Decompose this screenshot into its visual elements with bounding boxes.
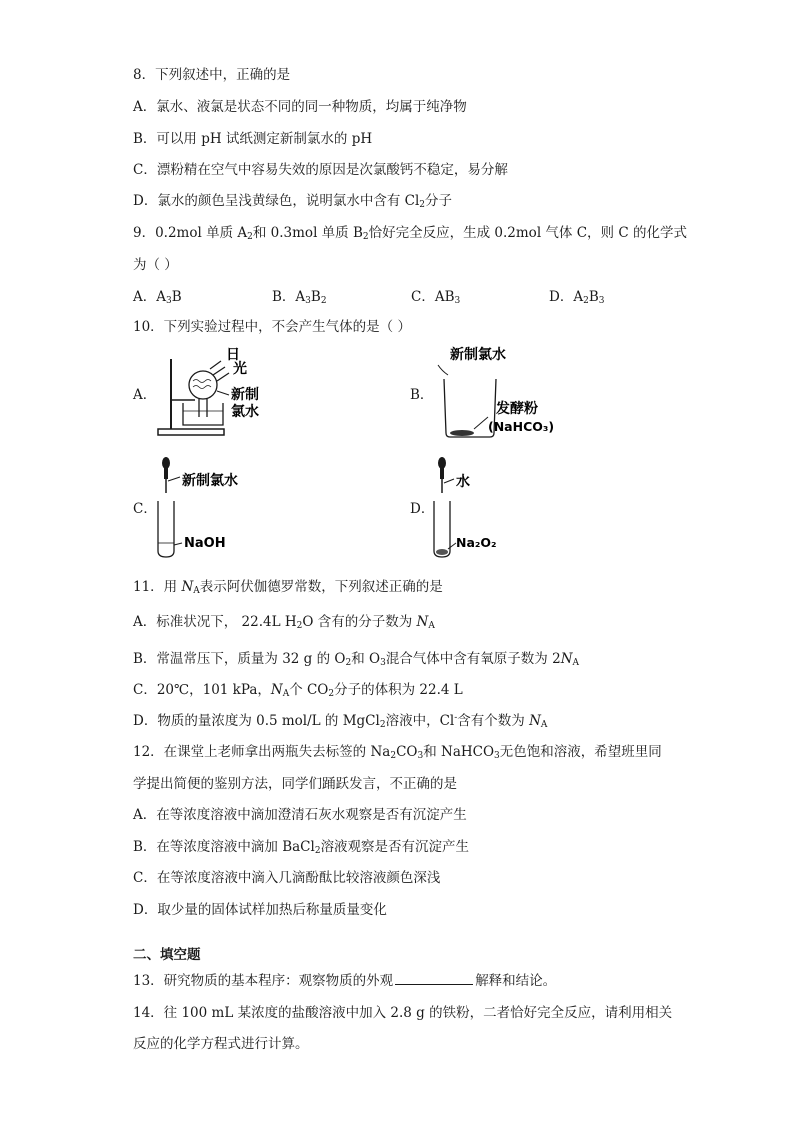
q10-label-c: C． [133, 501, 157, 517]
q9-stem-line2: 为（ ） [133, 257, 178, 273]
q11-option-d: D．物质的量浓度为 0.5 mol/L 的 MgCl$_2$溶液中，Cl-含有个数为 $N_A$ [133, 713, 548, 730]
fig-c-bottom-label: NaOH [184, 536, 226, 551]
fig-b-top-label: 新制氯水 [450, 347, 506, 363]
q11-stem: 11．用 $N_A$表示阿伏伽德罗常数，下列叙述正确的是 [133, 579, 443, 596]
q9-option-c: C．$AB_3$ [411, 289, 461, 306]
q10-stem: 10．下列实验过程中，不会产生气体的是（ ） [133, 319, 411, 335]
q12-option-b: B．在等浓度溶液中滴加 BaCl$_2$溶液观察是否有沉淀产生 [133, 839, 470, 856]
figure-b-beaker-baking-powder [430, 343, 565, 443]
fig-b-formula-label: (NaHCO₃) [488, 419, 555, 434]
fig-a-liquid-label-2: 氯水 [231, 404, 259, 420]
q13-text: 13．研究物质的基本程序：观察物质的外观 解释和结论。 [133, 973, 557, 989]
q10-label-a: A． [133, 387, 157, 403]
fig-a-sun-label-2: 光 [233, 361, 247, 377]
figure-d-dropper-na2o2 [430, 455, 530, 560]
fig-c-top-label: 新制氯水 [182, 473, 238, 489]
q8-option-a: A．氯水、液氯是状态不同的同一种物质，均属于纯净物 [133, 99, 467, 115]
q10-label-b: B． [410, 387, 434, 403]
q11-option-b: B．常温常压下，质量为 32 g 的 $O_2$和 $O_3$混合气体中含有氧原子数为 $2N_A$ [133, 651, 580, 668]
q12-stem: 12．在课堂上老师拿出两瓶失去标签的 $Na_2CO_3$和 NaHCO$_3$无色饱和溶液，希望班里同 [133, 744, 662, 761]
q12-option-d: D．取少量的固体试样加热后称量质量变化 [133, 902, 387, 918]
fig-b-powder-label: 发酵粉 [496, 401, 538, 417]
q12-option-a: A．在等浓度溶液中滴加澄清石灰水观察是否有沉淀产生 [133, 807, 467, 823]
figure-c-dropper-naoh [152, 455, 272, 560]
q13-answer-blank[interactable] [395, 972, 473, 985]
q11-option-c: C．20℃，101 kPa，$N_A$个 $CO_2$分子的体积为 22.4 L [133, 682, 463, 699]
q14-line1: 14．往 100 mL 某浓度的盐酸溶液中加入 2.8 g 的铁粉，二者恰好完全反应，请利用相关 [133, 1005, 673, 1021]
figure-a-flask-sunlight [153, 345, 278, 440]
section-title: 二、填空题 [133, 947, 201, 963]
q9-option-b: B．$A_3B_2$ [272, 289, 327, 306]
q9-option-a: A．$A_3B$ [133, 289, 182, 306]
q8-option-c: C．漂粉精在空气中容易失效的原因是次氯酸钙不稳定，易分解 [133, 162, 508, 178]
q14-line2: 反应的化学方程式进行计算。 [133, 1036, 309, 1052]
q9-option-d: D．$A_2B_3$ [549, 289, 605, 306]
fig-d-top-label: 水 [456, 474, 470, 490]
q10-label-d: D． [410, 501, 435, 517]
q8-option-b: B．可以用 pH 试纸测定新制氯水的 pH [133, 131, 373, 147]
fig-a-liquid-label: 新制 [231, 387, 259, 403]
fig-a-sun-label: 日 [226, 347, 240, 363]
q12-option-c: C．在等浓度溶液中滴入几滴酚酞比较溶液颜色深浅 [133, 870, 441, 886]
q9-stem: 9．0.2mol 单质 $A_2$和 0.3mol 单质 $B_2$恰好完全反应，生成 0.2mol 气体 C，则 C 的化学式 [133, 225, 687, 242]
q8-option-d: D．氯水的颜色呈浅黄绿色，说明氯水中含有 $Cl_2$分子 [133, 193, 452, 210]
q8-stem: 8．下列叙述中，正确的是 [133, 67, 291, 83]
q11-option-a: A．标准状况下， 22.4L $H_2O$ 含有的分子数为 $N_A$ [133, 614, 435, 631]
fig-d-bottom-label: Na₂O₂ [456, 535, 497, 550]
q12-stem-line2: 学提出简便的鉴别方法，同学们踊跃发言，不正确的是 [133, 776, 457, 792]
